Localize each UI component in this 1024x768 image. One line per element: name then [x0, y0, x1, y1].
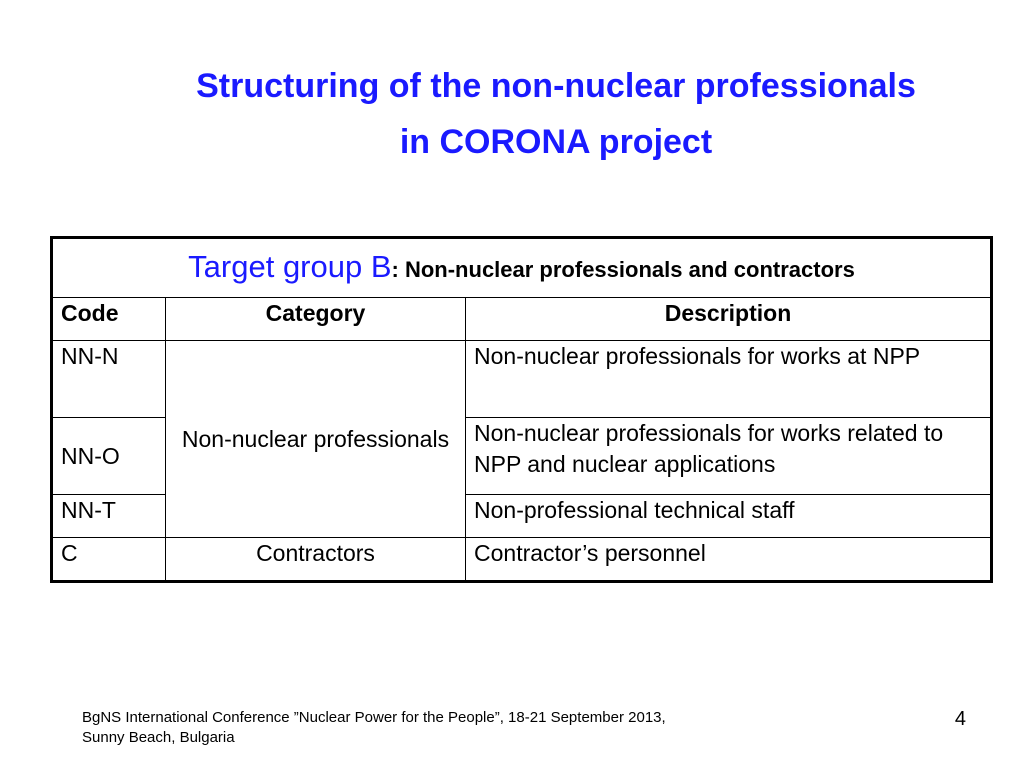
category-cell: Contractors [166, 538, 466, 582]
footer-line-1: BgNS International Conference ”Nuclear Power for the People”, 18-21 September 2013, [82, 709, 666, 726]
category-cell-merged: Non-nuclear professionals [166, 341, 466, 538]
footer-line-2: Sunny Beach, Bulgaria [82, 729, 235, 746]
code-cell: NN-N [52, 341, 166, 418]
target-group-table [50, 236, 993, 583]
code-cell: NN-O [52, 418, 166, 495]
description-cell: Non-professional technical staff [466, 495, 992, 538]
target-group-description: : Non-nuclear professionals and contractors [391, 257, 855, 282]
column-header-code: Code [52, 298, 166, 341]
description-cell: Contractor’s personnel [466, 538, 992, 582]
column-header-description: Description [466, 298, 992, 341]
description-cell: Non-nuclear professionals for works at NPP [466, 341, 992, 418]
target-group-heading [52, 238, 992, 298]
description-cell: Non-nuclear professionals for works related to NPP and nuclear applications [466, 418, 992, 495]
table-row [52, 341, 992, 418]
code-cell: NN-T [52, 495, 166, 538]
slide-title-line-2: in CORONA project [399, 123, 713, 161]
code-cell: C [52, 538, 166, 582]
table-column-header-row [52, 298, 992, 341]
page-number: 4 [954, 708, 966, 730]
table-group-header-row [52, 238, 992, 298]
slide-title [100, 58, 1012, 170]
slide-title-line-1: Structuring of the non-nuclear professionals [196, 67, 916, 105]
column-header-category: Category [166, 298, 466, 341]
target-group-name: Target group B [188, 249, 392, 284]
table-row [52, 538, 992, 582]
slide-footer [82, 708, 802, 748]
